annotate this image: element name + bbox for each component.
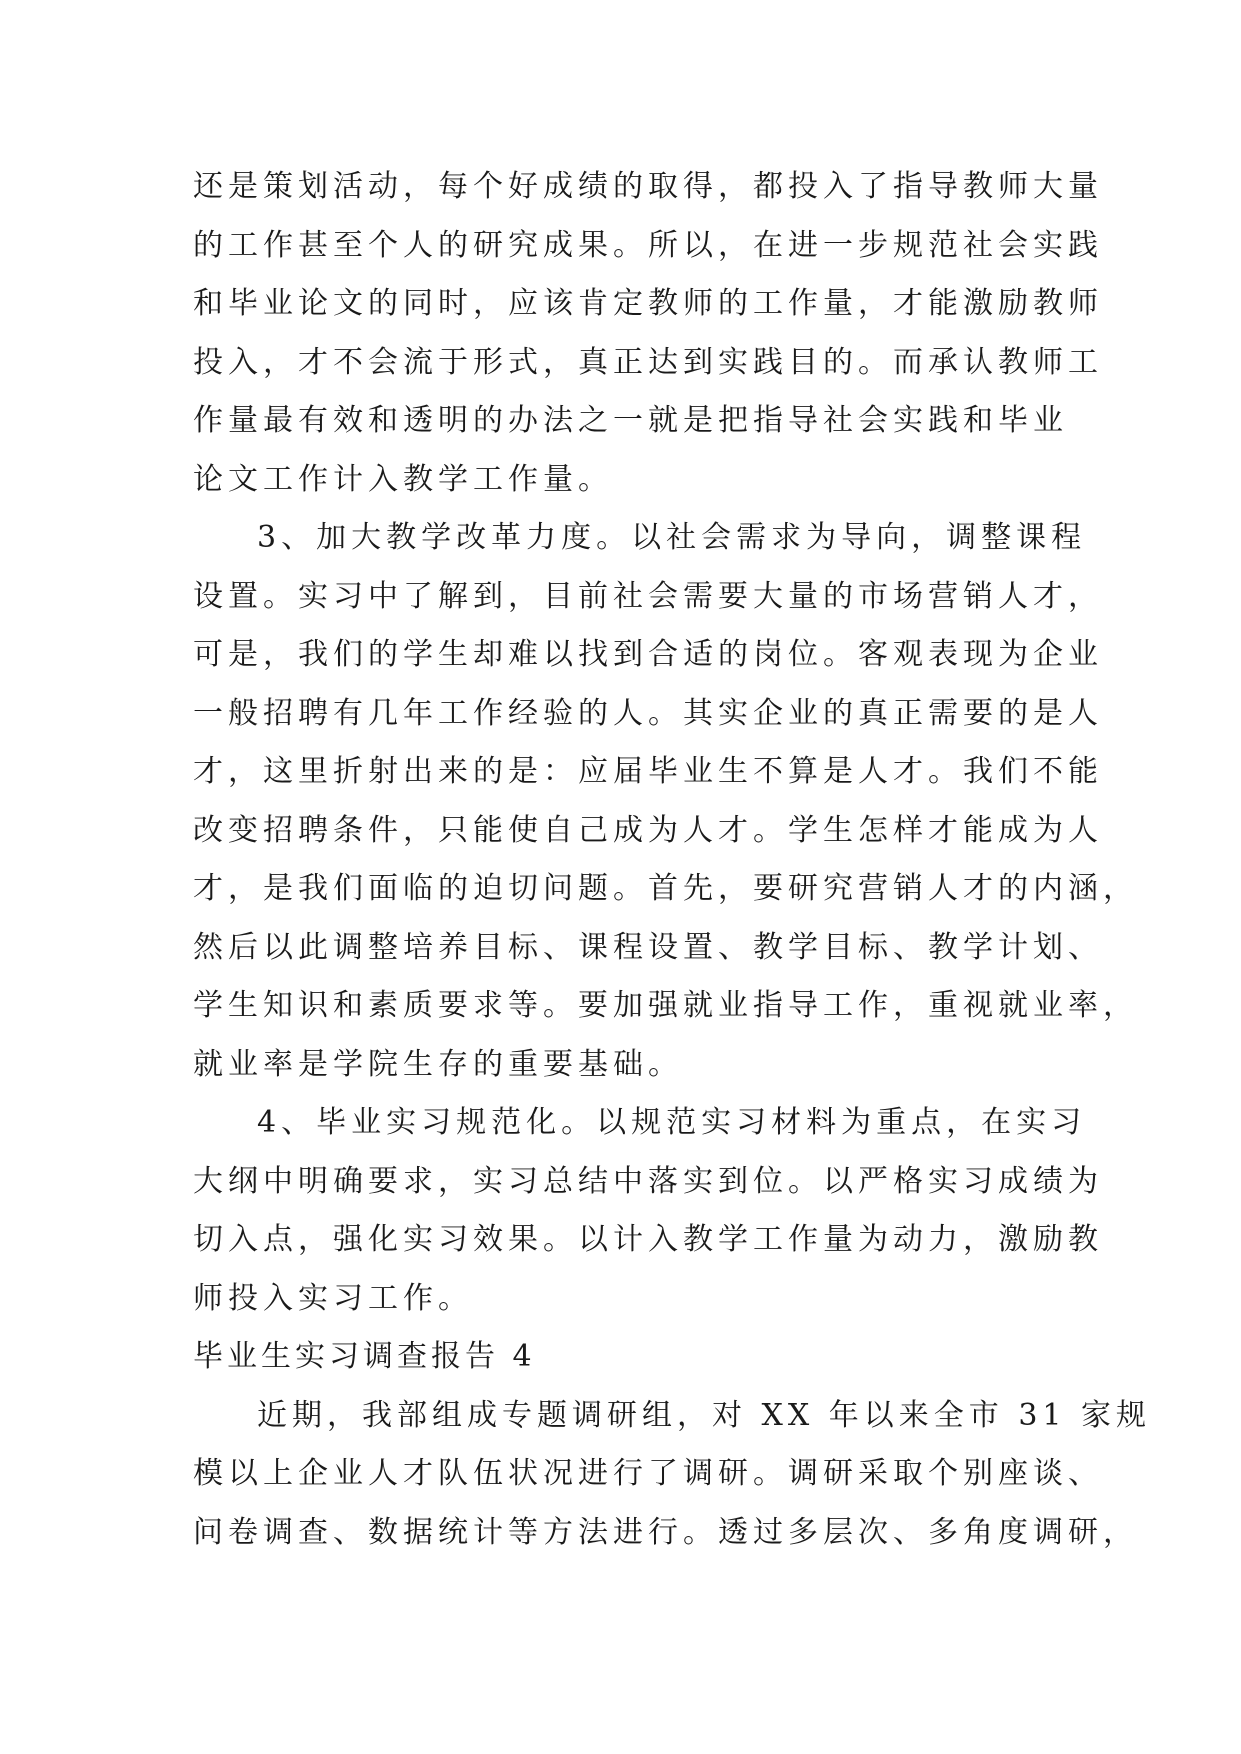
- text-line: 设置。实习中了解到，目前社会需要大量的市场营销人才，: [193, 578, 1103, 614]
- text-line: 学生知识和素质要求等。要加强就业指导工作，重视就业率，: [193, 988, 1138, 1023]
- text-line: 师投入实习工作。: [193, 1280, 473, 1316]
- text-line: 论文工作计入教学工作量。: [193, 461, 613, 497]
- text-line: 还是策划活动，每个好成绩的取得，都投入了指导教师大量: [193, 169, 1103, 204]
- text-line: 作量最有效和透明的办法之一就是把指导社会实践和毕业: [193, 403, 1068, 438]
- text-line: 大纲中明确要求，实习总结中落实到位。以严格实习成绩为: [193, 1163, 1103, 1199]
- text-line: 和毕业论文的同时，应该肯定教师的工作量，才能激励教师: [193, 286, 1103, 321]
- text-line: 问卷调查、数据统计等方法进行。透过多层次、多角度调研，: [193, 1514, 1138, 1550]
- text-line: 模以上企业人才队伍状况进行了调研。调研采取个别座谈、: [193, 1456, 1103, 1491]
- text-line: 一般招聘有几年工作经验的人。其实企业的真正需要的是人: [193, 695, 1103, 731]
- text-line: 切入点，强化实习效果。以计入教学工作量为动力，激励教: [193, 1222, 1103, 1257]
- text-line: 然后以此调整培养目标、课程设置、教学目标、教学计划、: [193, 929, 1103, 965]
- text-line: 才，是我们面临的迫切问题。首先，要研究营销人才的内涵，: [193, 871, 1138, 906]
- document-body: [193, 158, 1152, 1562]
- text-line: 的工作甚至个人的研究成果。所以，在进一步规范社会实践: [193, 227, 1103, 263]
- text-line: 就业率是学院生存的重要基础。: [193, 1046, 683, 1082]
- text-line: 投入，才不会流于形式，真正达到实践目的。而承认教师工: [193, 344, 1103, 380]
- text-line: 4、毕业实习规范化。以规范实习材料为重点，在实习: [257, 1105, 1087, 1140]
- text-line: 近期，我部组成专题调研组，对 XX 年以来全市 31 家规: [257, 1397, 1152, 1433]
- section-heading: 毕业生实习调查报告 4: [193, 1339, 536, 1374]
- text-line: 3、加大教学改革力度。以社会需求为导向，调整课程: [257, 520, 1087, 555]
- text-line: 可是，我们的学生却难以找到合适的岗位。客观表现为企业: [193, 637, 1103, 672]
- text-line: 才，这里折射出来的是：应届毕业生不算是人才。我们不能: [193, 754, 1103, 789]
- text-line: 改变招聘条件，只能使自己成为人才。学生怎样才能成为人: [193, 812, 1103, 848]
